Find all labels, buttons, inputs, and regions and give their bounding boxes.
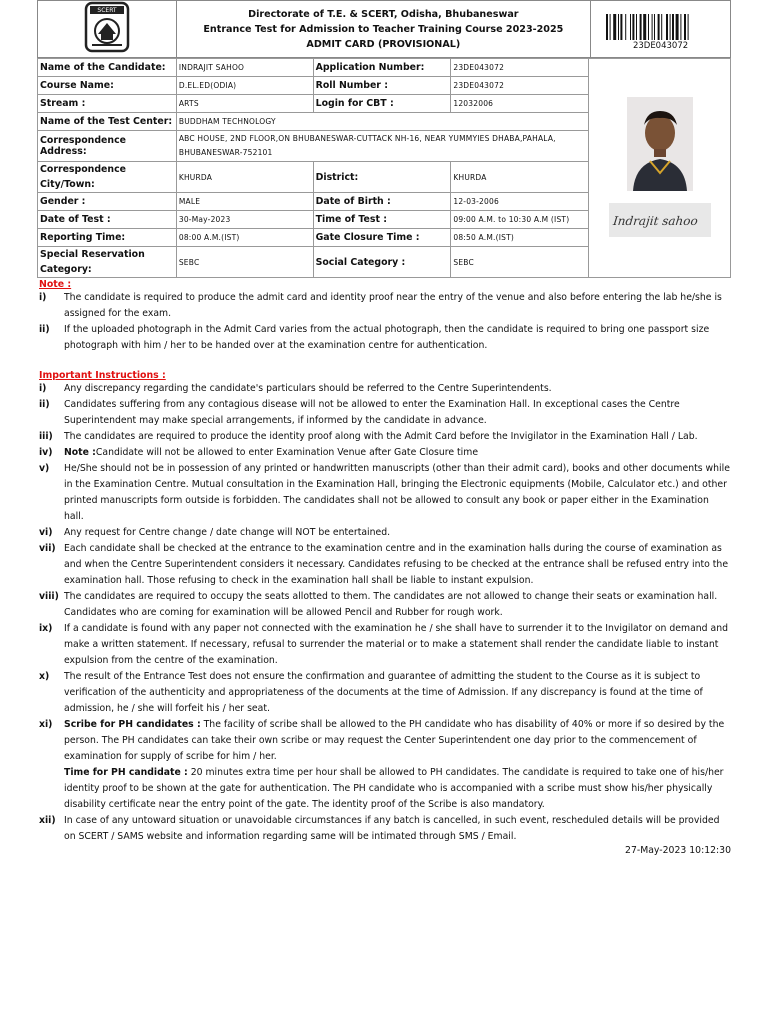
- item-number: vii): [39, 543, 56, 554]
- list-item: [37, 429, 731, 445]
- city-label: Correspondence City/Town:: [38, 162, 177, 193]
- list-item: [37, 445, 731, 461]
- item-text: The candidates are required to occupy the seats allotted to them. The candidates are not allowed to change their seats or examination hall. Candidates who are coming for examination will be allowed Pencil and Rubber for rough work.: [64, 591, 718, 618]
- list-item: [37, 397, 731, 429]
- item-text: In case of any untoward situation or unavoidable circumstances if any batch is cancelled, in such event, rescheduled details will be provided on SCERT / SAMS website and information regarding same will be intimated through SMS / Email.: [64, 815, 720, 842]
- item-text: The facility of scribe shall be allowed to the PH candidate who has disability of 40% or more if so desired by the person. The PH candidates can take their own scribe or may request the Center Superintendent one day prior to the commencement of examination for supply of scribe for him / her.: [64, 719, 725, 762]
- note-section: [37, 279, 731, 354]
- login-label: Login for CBT :: [313, 95, 451, 113]
- course-label: Course Name:: [38, 77, 177, 95]
- instructions-list: [37, 381, 731, 845]
- test-center: BUDDHAM TECHNOLOGY: [176, 113, 588, 131]
- item-text: Each candidate shall be checked at the entrance to the examination centre and in the examination halls during the course of examination as and when the Centre Superintendent considers it necessary. Candidates refusing to be checked at the entrance shall be refused entry into the examination hall. Those refusing to check in the examination hall shall be liable to instant expulsion.: [64, 543, 729, 586]
- roll-number: 23DE043072: [451, 77, 589, 95]
- item-text: Any discrepancy regarding the candidate's particulars should be referred to the Centre Superintendents.: [64, 383, 552, 394]
- note-list: [37, 290, 731, 354]
- item-number: iv): [39, 447, 53, 458]
- item-number: ii): [39, 399, 50, 410]
- city: KHURDA: [176, 162, 313, 193]
- stream-label: Stream :: [38, 95, 177, 113]
- print-timestamp: 27-May-2023 10:12:30: [625, 845, 731, 856]
- time-of-test: 09:00 A.M. to 10:30 A.M (IST): [451, 211, 589, 229]
- list-item: [37, 621, 731, 669]
- item-text: The result of the Entrance Test does not ensure the confirmation and guarantee of admitting the student to the Course as it is subject to verification of the authenticity and appropriateness of the documents at the time of Admission. If any discrepancy is found at the time of admission, he / she will forfeit his / her seat.: [64, 671, 703, 714]
- dob-label: Date of Birth :: [313, 193, 451, 211]
- item-lead: Note :: [64, 447, 96, 458]
- scert-logo: [84, 1, 130, 53]
- barcode-cell: [591, 1, 731, 58]
- gender-label: Gender :: [38, 193, 177, 211]
- list-item: [37, 381, 731, 397]
- item-text: He/She should not be in possession of any printed or handwritten manuscripts (other than their admit card), books and other documents while in the Examination Centre. Mutual consultation in the Examination Hall, bringing the Electronic equipments (Mobile, Calculator etc.) and other printed manuscripts form outside is forbidden. The candidates shall not be allowed to consult any book or paper either in the Examination hall.: [64, 463, 730, 522]
- list-item: [37, 461, 731, 525]
- item-number: i): [39, 292, 47, 303]
- list-item: [37, 765, 731, 813]
- list-item: [37, 290, 731, 322]
- reporting-label: Reporting Time:: [38, 229, 177, 247]
- instructions-title: Important Instructions :: [39, 370, 166, 381]
- time-label: Time of Test :: [313, 211, 451, 229]
- stream: ARTS: [176, 95, 313, 113]
- header-table: [37, 0, 731, 58]
- org-line: Directorate of T.E. & SCERT, Odisha, Bhubaneswar: [248, 8, 519, 20]
- district: KHURDA: [451, 162, 589, 193]
- item-number: iii): [39, 431, 53, 442]
- list-item: [37, 813, 731, 845]
- item-text: If the uploaded photograph in the Admit Card varies from the actual photograph, then the candidate is required to bring one passport size photograph with him / her to be handed over at the examination centre for authentication.: [64, 324, 710, 351]
- center-label: Name of the Test Center:: [38, 113, 177, 131]
- social-category: SEBC: [451, 247, 589, 278]
- photo-signature-cell: [589, 59, 731, 278]
- logo-cell: [38, 1, 177, 58]
- admit-card-page: [37, 0, 731, 856]
- candidate-photo: [627, 97, 693, 191]
- gate-label: Gate Closure Time :: [313, 229, 451, 247]
- item-number: v): [39, 463, 50, 474]
- item-number: x): [39, 671, 50, 682]
- item-number: xii): [39, 815, 56, 826]
- item-lead: Scribe for PH candidates :: [64, 719, 201, 730]
- list-item: [37, 717, 731, 765]
- item-text: Candidate will not be allowed to enter Examination Venue after Gate Closure time: [95, 447, 479, 458]
- reporting-time: 08:00 A.M.(IST): [176, 229, 313, 247]
- list-item: [37, 589, 731, 621]
- instructions-section: [37, 370, 731, 845]
- item-number: ii): [39, 324, 50, 335]
- district-label: District:: [313, 162, 451, 193]
- item-text: Any request for Centre change / date change will NOT be entertained.: [64, 527, 391, 538]
- barcode: [605, 14, 717, 40]
- svg-text:Indrajit sahoo: Indrajit sahoo: [611, 214, 698, 228]
- header-title-cell: [176, 1, 591, 58]
- card-title: ADMIT CARD (PROVISIONAL): [306, 38, 461, 50]
- candidate-details-table: [37, 58, 731, 278]
- note-title: Note :: [39, 279, 72, 290]
- course-name: D.EL.ED(ODIA): [176, 77, 313, 95]
- gate-closure-time: 08:50 A.M.(IST): [451, 229, 589, 247]
- item-number: xi): [39, 719, 53, 730]
- date-of-test: 30-May-2023: [176, 211, 313, 229]
- item-text: The candidate is required to produce the admit card and identity proof near the entry of the venue and also before entering the lab he/she is assigned for the exam.: [64, 292, 722, 319]
- list-item: [37, 669, 731, 717]
- item-text: If a candidate is found with any paper not connected with the examination he / she shall have to surrender it to the Invigilator on demand and make a written statement. If necessary, refusal to surrender the material or to make a statement shall render the candidate liable to instant expulsion from the centre of the examination.: [64, 623, 729, 666]
- item-number: viii): [39, 591, 59, 602]
- item-number: vi): [39, 527, 53, 538]
- correspondence-address: ABC HOUSE, 2ND FLOOR,ON BHUBANESWAR-CUTTACK NH-16, NEAR YUMMYIES DHABA,PAHALA, BHUBANESWAR-752101: [176, 131, 588, 162]
- appno-label: Application Number:: [313, 59, 451, 77]
- application-number: 23DE043072: [451, 59, 589, 77]
- address-label: Correspondence Address:: [38, 131, 177, 162]
- gender: MALE: [176, 193, 313, 211]
- item-text: 20 minutes extra time per hour shall be allowed to PH candidates. The candidate is required to take one of his/her identity proof to be shown at the gate for authentication. The PH candidate who is accompanied with a scribe must show his/her physically disability certificate near the entry point of the gate. The identity proof of the Scribe is also mandatory.: [64, 767, 724, 810]
- item-number: ix): [39, 623, 53, 634]
- list-item: [37, 322, 731, 354]
- item-number: i): [39, 383, 47, 394]
- reservation-category: SEBC: [176, 247, 313, 278]
- name-label: Name of the Candidate:: [38, 59, 177, 77]
- social-label: Social Category :: [313, 247, 451, 278]
- candidate-signature: [609, 203, 711, 237]
- list-item: [37, 541, 731, 589]
- roll-label: Roll Number :: [313, 77, 451, 95]
- date-of-birth: 12-03-2006: [451, 193, 589, 211]
- svg-text:SCERT: SCERT: [97, 7, 117, 14]
- dot-label: Date of Test :: [38, 211, 177, 229]
- reservation-label: Special Reservation Category:: [38, 247, 177, 278]
- item-text: The candidates are required to produce the identity proof along with the Admit Card before the Invigilator in the Examination Hall / Lab.: [64, 431, 698, 442]
- barcode-text: 23DE043072: [632, 41, 689, 51]
- list-item: [37, 525, 731, 541]
- item-text: Candidates suffering from any contagious disease will not be allowed to enter the Examination Hall. In exceptional cases the Centre Superintendent may make special arrangements, if informed by the candidate in advance.: [64, 399, 680, 426]
- login-cbt: 12032006: [451, 95, 589, 113]
- exam-line: Entrance Test for Admission to Teacher Training Course 2023-2025: [203, 23, 564, 35]
- item-lead: Time for PH candidate :: [64, 767, 188, 778]
- candidate-name: INDRAJIT SAHOO: [176, 59, 313, 77]
